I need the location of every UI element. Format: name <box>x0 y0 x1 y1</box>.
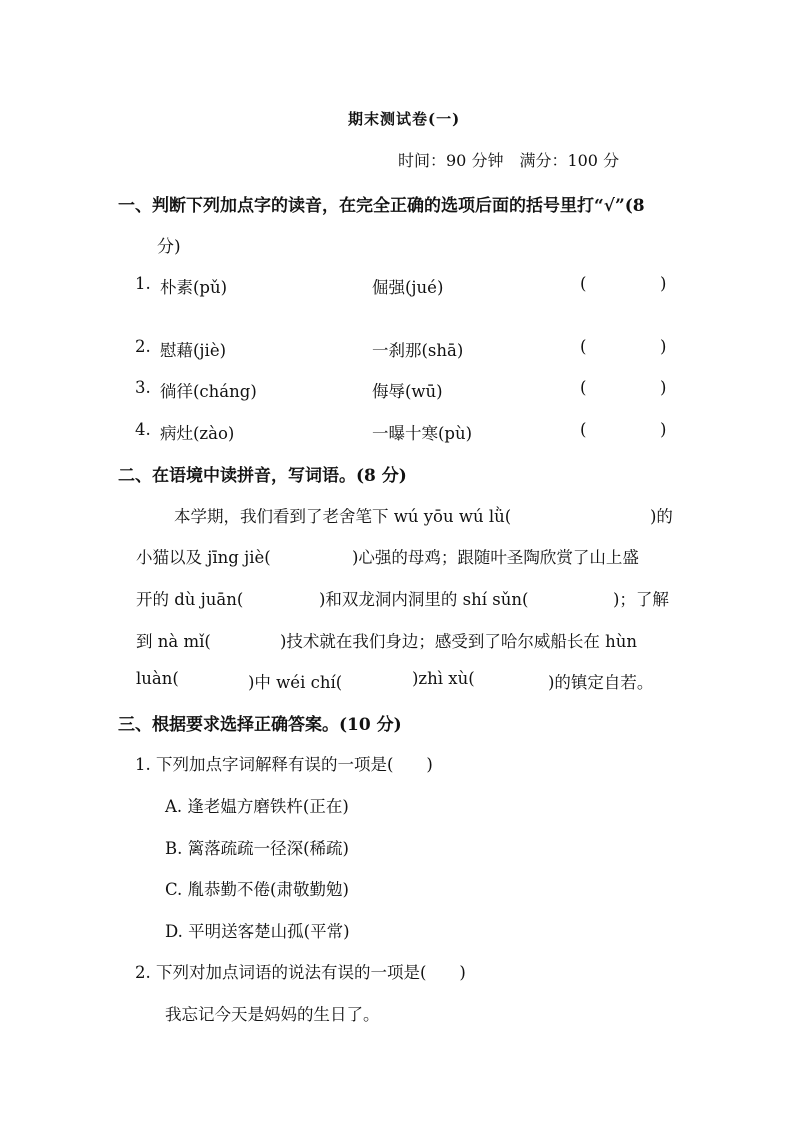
s2-line5-part4: )的镇定自若。 <box>548 673 654 692</box>
s3-q2-sentence: 我忘记今天是妈妈的生日了。 <box>165 1005 380 1024</box>
s3-q2-stem: 2. 下列对加点词语的说法有误的一项是( ) <box>135 963 466 982</box>
s1-item4-option-a: 病灶(zào) <box>160 424 235 443</box>
s1-item4-answer-close: ) <box>660 420 667 439</box>
s1-item1-answer-open: ( <box>580 274 587 293</box>
s3-q1-stem: 1. 下列加点字词解释有误的一项是( ) <box>135 755 433 774</box>
s3-q1-option-c: C. 胤恭勤不倦(肃敬勤勉) <box>165 880 349 899</box>
s2-line3-part2: )和双龙洞内洞里的 shí sǔn( <box>319 590 529 609</box>
s1-item3-option-b: 侮辱(wū) <box>372 382 443 401</box>
s2-line5-part3: )zhì xù( <box>412 669 475 688</box>
s2-line1-part2: )的 <box>650 507 673 526</box>
s2-line4-part2: )技术就在我们身边；感受到了哈尔威船长在 hùn <box>280 632 638 651</box>
s1-item1-answer-close: ) <box>660 274 667 293</box>
s1-item3-option-a: 徜徉(cháng) <box>160 382 257 401</box>
s1-item2-option-b: 一刹那(shā) <box>372 341 464 360</box>
section3-heading: 三、根据要求选择正确答案。(10 分) <box>118 715 402 735</box>
s1-item3-answer-open: ( <box>580 378 587 397</box>
s2-line1-part1: 本学期，我们看到了老舍笔下 wú yōu wú lǜ( <box>174 507 512 526</box>
s1-item1-num: 1. <box>135 274 151 293</box>
section1-heading: 一、判断下列加点字的读音，在完全正确的选项后面的括号里打“√”(8 <box>118 196 645 216</box>
section2-heading: 二、在语境中读拼音，写词语。(8 分) <box>118 466 407 486</box>
s1-item1-option-b: 倔强(jué) <box>372 278 444 297</box>
s1-item2-answer-close: ) <box>660 337 667 356</box>
s1-item1-option-a: 朴素(pǔ) <box>160 278 228 297</box>
s1-item3-num: 3. <box>135 378 151 397</box>
exam-time-info: 时间：90 分钟 满分：100 分 <box>398 151 620 170</box>
s1-item4-num: 4. <box>135 420 151 439</box>
s3-q1-option-d: D. 平明送客楚山孤(平常) <box>165 922 350 941</box>
s1-item2-num: 2. <box>135 337 151 356</box>
s2-line3-part1: 开的 dù juān( <box>136 590 244 609</box>
s2-line5-part2: )中 wéi chí( <box>248 673 343 692</box>
s1-item4-option-b: 一曝十寒(pù) <box>372 424 473 443</box>
s2-line5-part1: luàn( <box>136 669 179 688</box>
s2-line4-part1: 到 nà mǐ( <box>136 632 211 651</box>
s1-item2-option-a: 慰藉(jiè) <box>160 341 227 360</box>
s1-item3-answer-close: ) <box>660 378 667 397</box>
page-title: 期末测试卷(一) <box>348 110 461 128</box>
s2-line2-part2: )心强的母鸡；跟随叶圣陶欣赏了山上盛 <box>352 548 639 567</box>
s1-item2-answer-open: ( <box>580 337 587 356</box>
s3-q1-option-b: B. 篱落疏疏一径深(稀疏) <box>165 839 349 858</box>
s1-item4-answer-open: ( <box>580 420 587 439</box>
section1-heading-cont: 分) <box>157 237 181 257</box>
s3-q1-option-a: A. 逢老媪方磨铁杵(正在) <box>165 797 349 816</box>
s2-line2-part1: 小猫以及 jīng jiè( <box>136 548 271 567</box>
s2-line3-part3: )；了解 <box>613 590 669 609</box>
